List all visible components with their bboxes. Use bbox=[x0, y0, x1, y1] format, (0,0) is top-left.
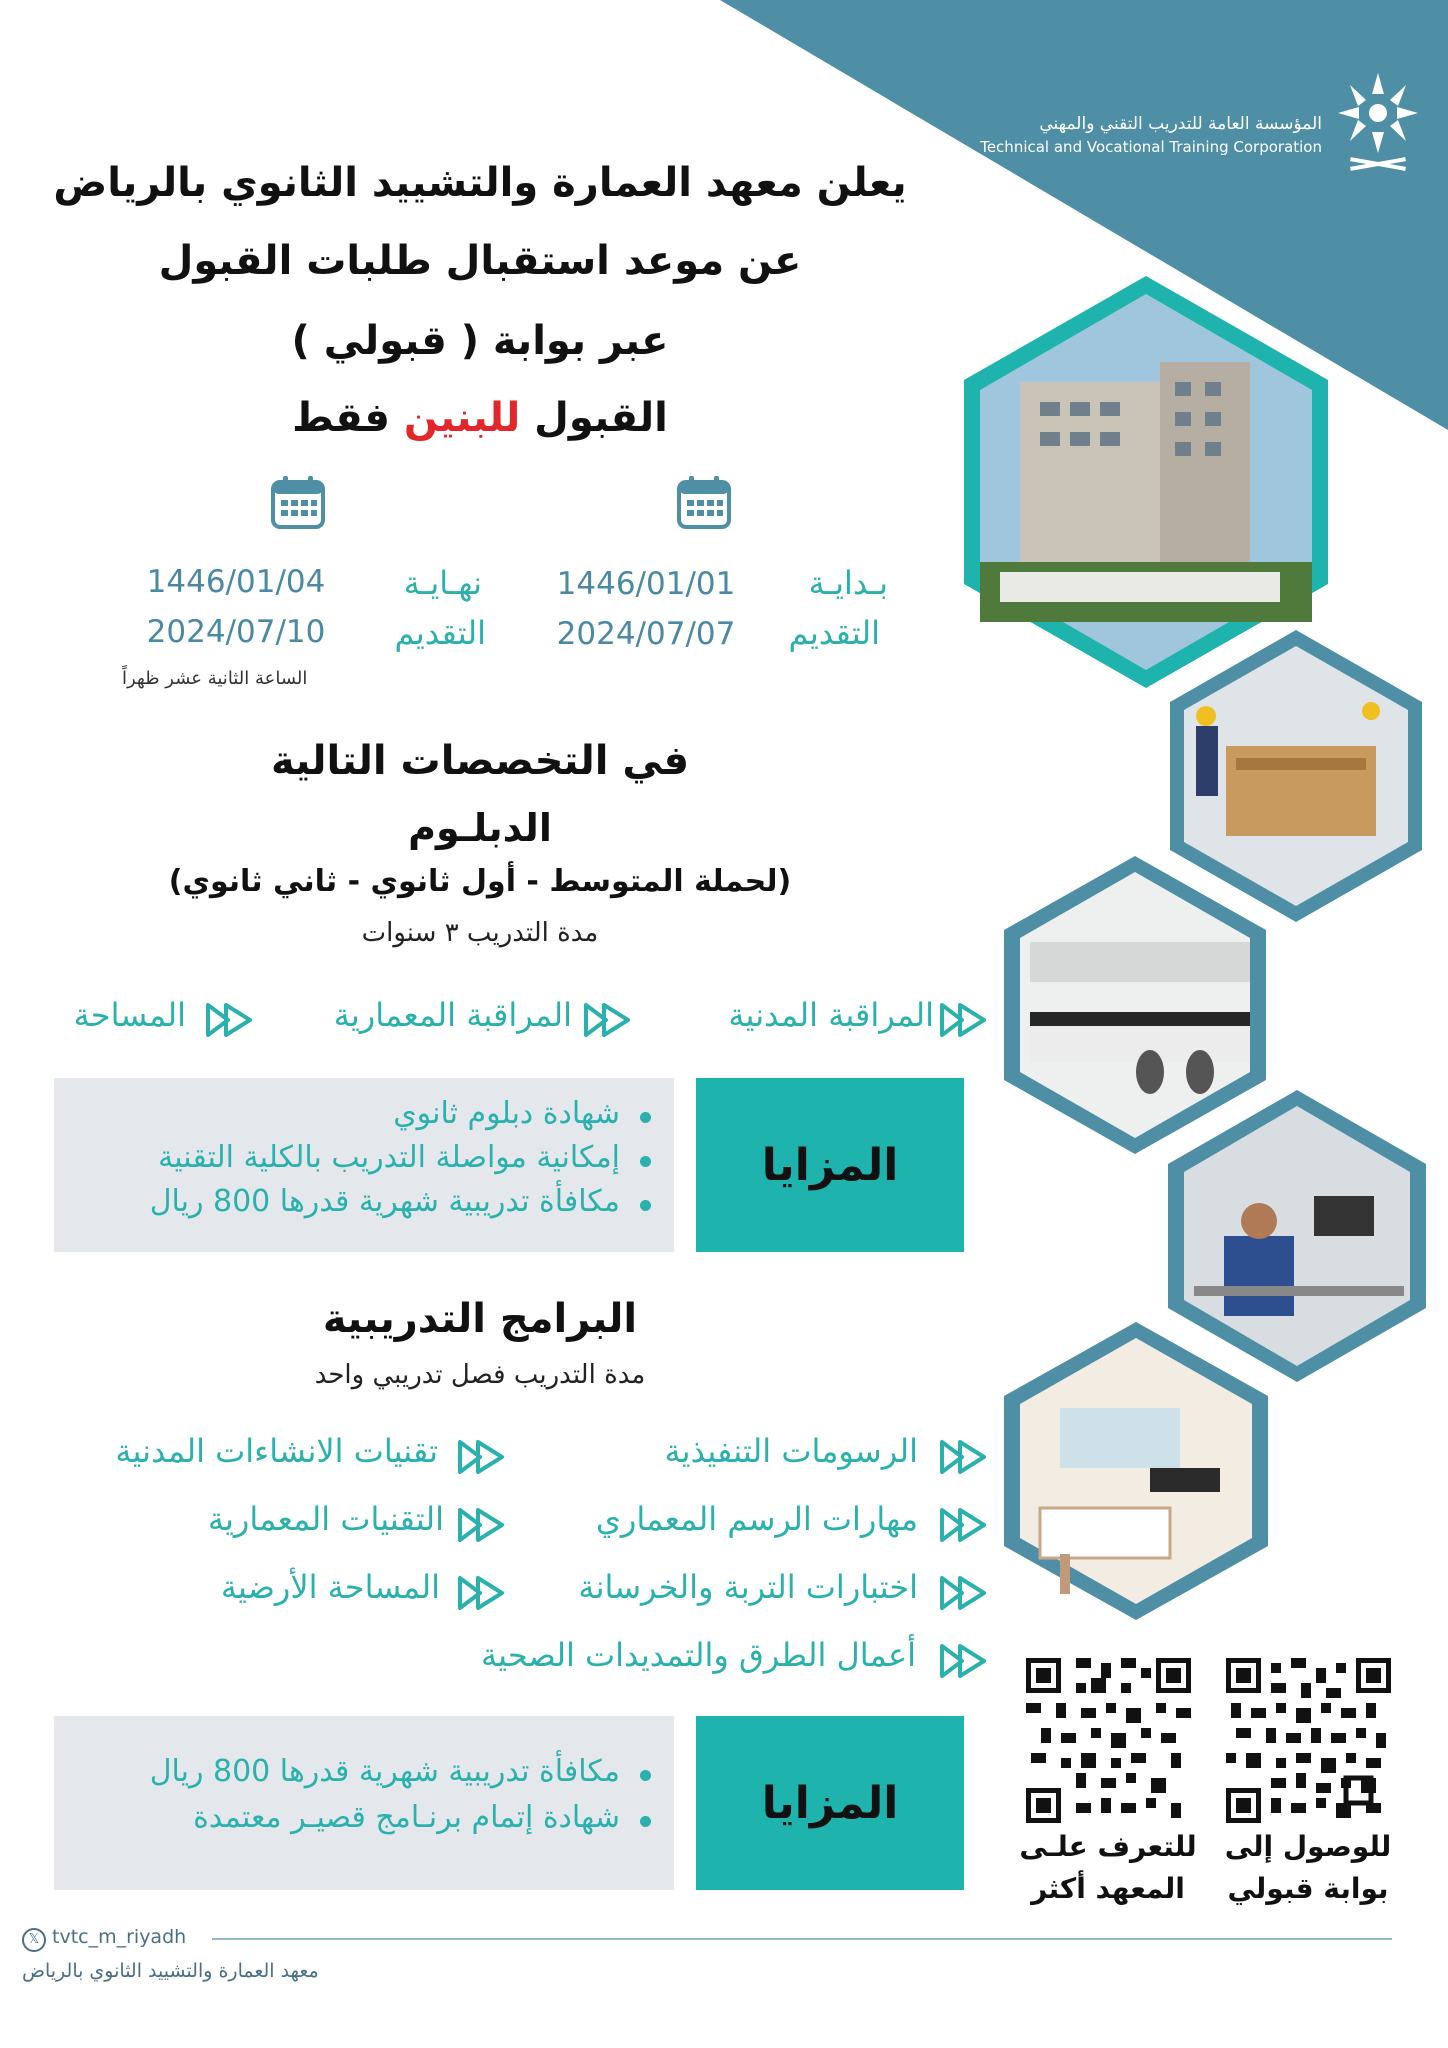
headline-post: فقط bbox=[292, 395, 404, 441]
end-hijri: 1446/01/04 bbox=[146, 564, 326, 600]
play-arrows-icon bbox=[940, 1644, 986, 1678]
program-item: تقنيات الانشاءات المدنية bbox=[115, 1432, 438, 1470]
start-label-2: التقديم bbox=[788, 614, 880, 652]
programs-benefits-label: المزايا bbox=[696, 1716, 964, 1890]
play-arrows-icon bbox=[940, 1440, 986, 1474]
qr-portal-caption bbox=[1208, 1826, 1408, 1910]
play-arrows-icon bbox=[458, 1508, 504, 1542]
benefit-item: شهادة إتمام برنـامج قصيـر معتمدة bbox=[193, 1800, 620, 1835]
bullet-dot bbox=[640, 1816, 651, 1827]
benefit-item: شهادة دبلوم ثانوي bbox=[393, 1096, 620, 1131]
benefit-item: مكافأة تدريبية شهرية قدرها 800 ريال bbox=[149, 1754, 620, 1789]
section-title: في التخصصات التالية bbox=[270, 738, 690, 784]
bullet-dot bbox=[640, 1156, 651, 1167]
headline-line-1: يعلن معهد العمارة والتشييد الثانوي بالرياض bbox=[53, 160, 907, 206]
bullet-dot bbox=[640, 1200, 651, 1211]
play-arrows-icon bbox=[940, 1003, 986, 1037]
start-hijri: 1446/01/01 bbox=[556, 566, 736, 602]
headline-pre: القبول bbox=[520, 395, 668, 441]
headline-line-3: عبر بوابة ( قبولي ) bbox=[291, 318, 669, 364]
qr-code-portal[interactable] bbox=[1226, 1658, 1391, 1823]
qr-portal-caption-line-2: بوابة قبولي bbox=[1227, 1872, 1389, 1905]
x-social-icon: 𝕏 bbox=[22, 1928, 46, 1952]
diploma-title: الدبلـوم bbox=[408, 806, 552, 850]
start-gregorian: 2024/07/07 bbox=[556, 616, 736, 652]
qr-institute-caption bbox=[1008, 1826, 1208, 1910]
play-arrows-icon bbox=[584, 1003, 630, 1037]
program-item: اختبارات التربة والخرسانة bbox=[578, 1568, 918, 1606]
diploma-eligibility: (لحملة المتوسط - أول ثانوي - ثاني ثانوي) bbox=[168, 864, 792, 899]
footer-handle-text: tvtc_m_riyadh bbox=[52, 1926, 187, 1948]
program-item: مهارات الرسم المعماري bbox=[595, 1500, 918, 1538]
qr-institute-caption-line-2: المعهد أكثر bbox=[1031, 1872, 1185, 1905]
program-item: أعمال الطرق والتمديدات الصحية bbox=[481, 1636, 916, 1674]
headline-line-2: عن موعد استقبال طلبات القبول bbox=[158, 238, 802, 284]
programs-title: البرامج التدريبية bbox=[322, 1296, 638, 1342]
play-arrows-icon bbox=[458, 1576, 504, 1610]
program-item: التقنيات المعمارية bbox=[207, 1500, 444, 1538]
end-label-2: التقديم bbox=[394, 614, 486, 652]
classroom-photo bbox=[1000, 1318, 1272, 1624]
diploma-benefits-label: المزايا bbox=[696, 1078, 964, 1252]
play-arrows-icon bbox=[206, 1003, 252, 1037]
qr-institute-caption-line-1: للتعرف علـى bbox=[1019, 1830, 1197, 1863]
headline-line-4 bbox=[40, 395, 920, 441]
footer-institute-name: معهد العمارة والتشييد الثانوي بالرياض bbox=[22, 1960, 319, 1982]
benefit-item: مكافأة تدريبية شهرية قدرها 800 ريال bbox=[149, 1184, 620, 1219]
start-label-1: بـدايـة bbox=[808, 564, 888, 602]
program-item: الرسومات التنفيذية bbox=[664, 1432, 918, 1470]
org-name-arabic: المؤسسة العامة للتدريب التقني والمهني bbox=[1039, 114, 1322, 134]
benefit-item: إمكانية مواصلة التدريب بالكلية التقنية bbox=[158, 1140, 620, 1175]
programs-duration: مدة التدريب فصل تدريبي واحد bbox=[314, 1360, 646, 1390]
bullet-dot bbox=[640, 1770, 651, 1781]
play-arrows-icon bbox=[940, 1576, 986, 1610]
program-item: المساحة الأرضية bbox=[220, 1568, 440, 1606]
calendar-icon bbox=[676, 474, 732, 530]
bullet-dot bbox=[640, 1112, 651, 1123]
play-arrows-icon bbox=[458, 1440, 504, 1474]
play-arrows-icon bbox=[940, 1508, 986, 1542]
tvtc-flower-logo-icon bbox=[1328, 68, 1428, 178]
specialty-item: المراقبة المعمارية bbox=[333, 996, 572, 1034]
footer-social-handle[interactable] bbox=[22, 1926, 186, 1952]
qr-portal-caption-line-1: للوصول إلى bbox=[1224, 1830, 1392, 1863]
specialty-item: المساحة bbox=[73, 996, 186, 1034]
org-name-english: Technical and Vocational Training Corporation bbox=[980, 138, 1322, 156]
qr-code-institute[interactable] bbox=[1026, 1658, 1191, 1823]
footer-divider bbox=[212, 1938, 1392, 1940]
calendar-icon bbox=[270, 474, 326, 530]
headline-highlight: للبنين bbox=[403, 395, 521, 441]
end-gregorian: 2024/07/10 bbox=[146, 614, 326, 650]
end-label-1: نهـايـة bbox=[403, 564, 482, 602]
specialty-item: المراقبة المدنية bbox=[728, 996, 934, 1034]
diploma-duration: مدة التدريب ٣ سنوات bbox=[361, 918, 599, 948]
end-time-note: الساعة الثانية عشر ظهراً bbox=[122, 668, 308, 689]
